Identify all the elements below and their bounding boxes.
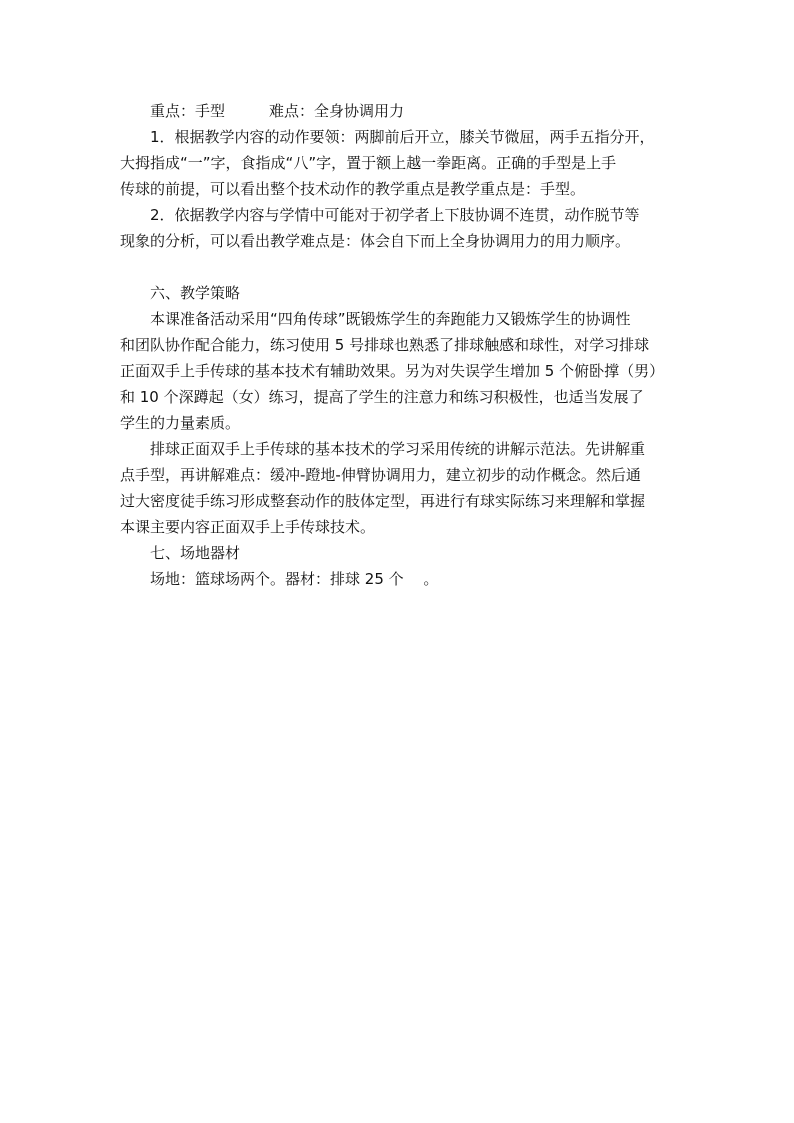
venue-equipment-line: 场地：篮球场两个。器材：排球 25 个 。 (150, 570, 439, 588)
focus-text: 重点：手型 (150, 102, 226, 120)
paragraph-line: 1．根据教学内容的动作要领：两脚前后开立，膝关节微屈，两手五指分开， (150, 128, 655, 146)
paragraph-line: 现象的分析，可以看出教学难点是：体会自下而上全身协调用力的用力顺序。 (120, 232, 631, 250)
paragraph-line: 大拇指成“一”字，食指成“八”字，置于额上越一拳距离。正确的手型是上手 (120, 154, 617, 172)
paragraph-line: 正面双手上手传球的基本技术有辅助效果。另为对失误学生增加 5 个俯卧撑（男） (120, 362, 665, 380)
paragraph-line: 本课准备活动采用“四角传球”既锻炼学生的奔跑能力又锻炼学生的协调性 (150, 310, 631, 328)
paragraph-line: 和团队协作配合能力，练习使用 5 号排球也熟悉了排球触感和球性，对学习排球 (120, 336, 650, 354)
key-points-line (120, 98, 680, 124)
paragraph-line: 和 10 个深蹲起（女）练习，提高了学生的注意力和练习积极性，也适当发展了 (120, 388, 644, 406)
paragraph-line: 本课主要内容正面双手上手传球技术。 (120, 518, 376, 536)
paragraph-line: 点手型，再讲解难点：缓冲-蹬地-伸臂协调用力，建立初步的动作概念。然后通 (120, 466, 641, 484)
paragraph-line: 传球的前提，可以看出整个技术动作的教学重点是教学重点是：手型。 (120, 180, 586, 198)
paragraph-line: 排球正面双手上手传球的基本技术的学习采用传统的讲解示范法。先讲解重 (150, 440, 646, 458)
paragraph-line: 2．依据教学内容与学情中可能对于初学者上下肢协调不连贯，动作脱节等 (150, 206, 640, 224)
paragraph-line: 过大密度徒手练习形成整套动作的肢体定型，再进行有球实际练习来理解和掌握 (120, 492, 646, 510)
paragraph-line: 学生的力量素质。 (120, 414, 241, 432)
blank-line (120, 254, 680, 280)
section-heading: 六、教学策略 (150, 284, 241, 302)
difficulty-text: 难点：全身协调用力 (269, 102, 405, 120)
document-body (120, 98, 680, 592)
section-heading: 七、场地器材 (150, 544, 241, 562)
